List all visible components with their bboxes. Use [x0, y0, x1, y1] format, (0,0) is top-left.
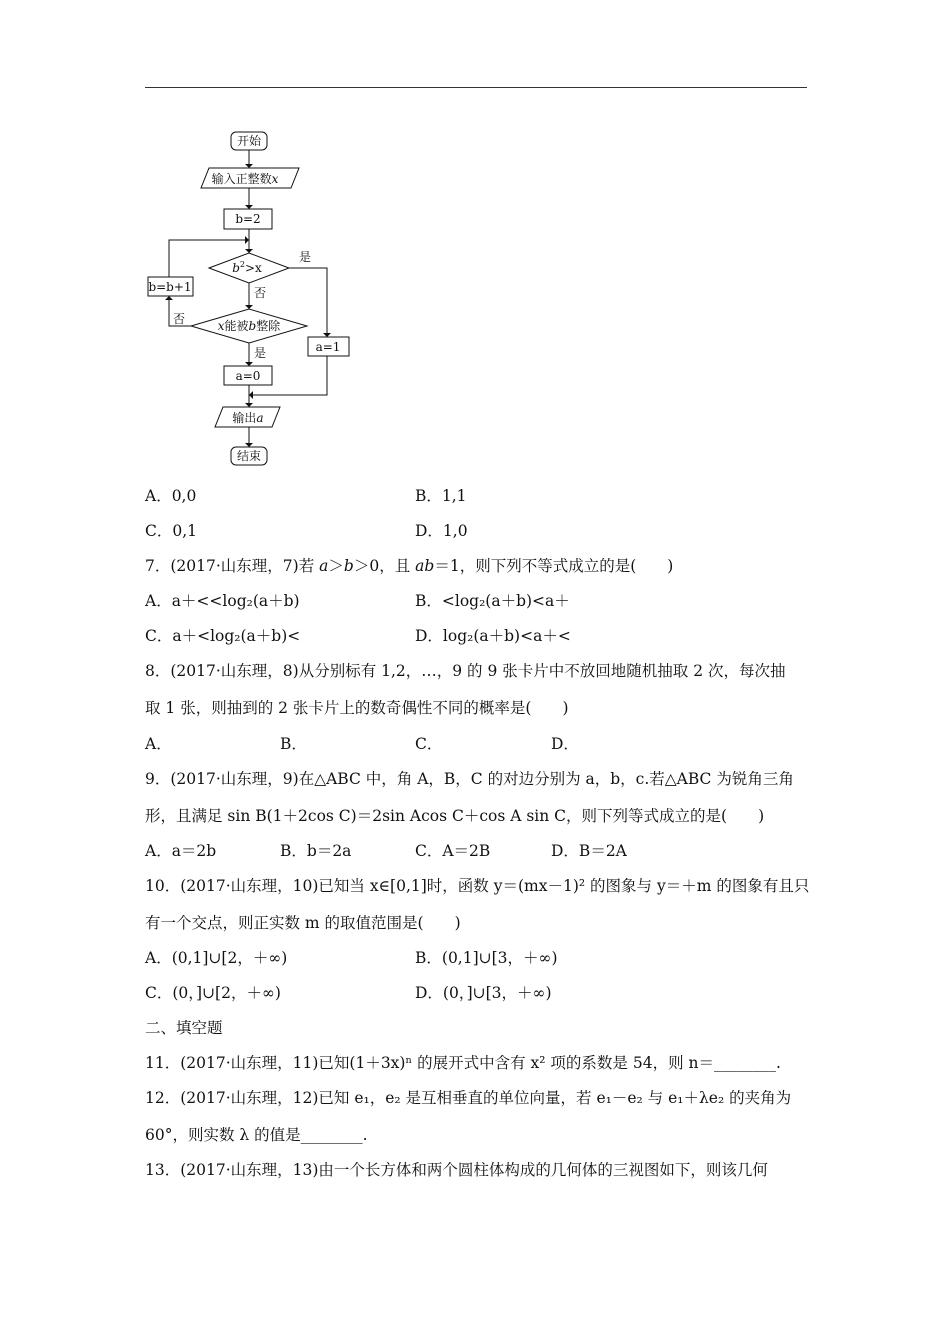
flowchart-set-zero-label: a=0: [235, 369, 261, 383]
q8-option-b: B．: [280, 735, 307, 753]
q8-line1: 8．(2017·山东理，8)从分别标有 1,2，…，9 的 9 张卡片中不放回地随机抽取 2 次，每次抽: [145, 662, 786, 680]
flowchart-end-label: 结束: [236, 449, 262, 463]
flowchart-yes2-label: 是: [254, 346, 267, 360]
q9-option-d: D．B＝2A: [551, 842, 627, 860]
q9-option-b: B．b＝2a: [280, 842, 352, 860]
q7-stem: 7．(2017·山东理，7)若 a＞b＞0，且 ab＝1，则下列不等式成立的是( ): [145, 557, 674, 575]
q7-option-c: C．a＋<log₂(a＋b)<: [145, 627, 301, 645]
q10-line2: 有一个交点，则正实数 m 的取值范围是( ): [145, 914, 461, 932]
flowchart-init-label: b=2: [235, 212, 261, 226]
flowchart-yes1-label: 是: [299, 250, 312, 264]
q10-option-b: B．(0,1]∪[3，＋∞): [415, 949, 558, 967]
q8-option-d: D．: [551, 735, 579, 753]
q7-option-d: D．log₂(a＋b)<a＋<: [415, 627, 571, 645]
q9-line1: 9．(2017·山东理，9)在△ABC 中，角 A，B，C 的对边分别为 a，b，c.若△ABC 为锐角三角: [145, 770, 794, 788]
q12-line1: 12．(2017·山东理，12)已知 e₁，e₂ 是互相垂直的单位向量，若 e₁－e₂ 与 e₁＋λe₂ 的夹角为: [145, 1089, 792, 1107]
q11-line: 11．(2017·山东理，11)已知(1＋3x)ⁿ 的展开式中含有 x² 项的系数是 54，则 n＝________.: [145, 1054, 781, 1072]
q10-line1: 10．(2017·山东理，10)已知当 x∈[0,1]时，函数 y＝(mx－1)² 的图象与 y＝＋m 的图象有且只: [145, 877, 810, 895]
q8-line2: 取 1 张，则抽到的 2 张卡片上的数奇偶性不同的概率是( ): [145, 699, 569, 717]
flowchart-cond1-label: $b^2>x$: [232, 260, 262, 275]
flowchart-input-label: 输入正整数x: [211, 172, 279, 186]
q6-option-c: C．0,1: [145, 522, 198, 540]
q7-option-a: A．a＋<<log₂(a＋b): [145, 592, 300, 610]
q8-option-a: A．: [145, 735, 172, 753]
q9-line2: 形，且满足 sin B(1＋2cos C)＝2sin Acos C＋cos A sin C，则下列等式成立的是( ): [145, 807, 765, 825]
q7-option-b: B．<log₂(a＋b)<a＋: [415, 592, 570, 610]
flowchart-no2-label: 否: [173, 312, 186, 326]
flowchart-set-one-label: a=1: [315, 340, 341, 354]
q6-option-a: A．0,0: [145, 487, 197, 505]
flowchart-no1-label: 否: [254, 286, 267, 300]
flowchart: [135, 125, 365, 475]
flowchart-increment-label: b=b+1: [148, 280, 192, 294]
q12-line2: 60°，则实数 λ 的值是________.: [145, 1126, 368, 1144]
q8-option-c: C．: [415, 735, 443, 753]
q9-option-c: C．A＝2B: [415, 842, 491, 860]
section-heading-fill-in: 二、填空题: [145, 1019, 223, 1037]
header-rule: [145, 87, 807, 88]
q6-option-b: B．1,1: [415, 487, 467, 505]
flowchart-start-label: 开始: [236, 134, 262, 148]
q6-option-d: D．1,0: [415, 522, 468, 540]
flowchart-cond2-label: x能被b整除: [217, 319, 281, 333]
q10-option-d: D．(0，]∪[3，＋∞): [415, 984, 552, 1002]
flowchart-output-label: 输出a: [232, 411, 264, 425]
q13-line: 13．(2017·山东理，13)由一个长方体和两个圆柱体构成的几何体的三视图如下，则该几何: [145, 1161, 768, 1179]
q10-option-c: C．(0，]∪[2，＋∞): [145, 984, 281, 1002]
q9-option-a: A．a＝2b: [145, 842, 217, 860]
q10-option-a: A．(0,1]∪[2，＋∞): [145, 949, 288, 967]
